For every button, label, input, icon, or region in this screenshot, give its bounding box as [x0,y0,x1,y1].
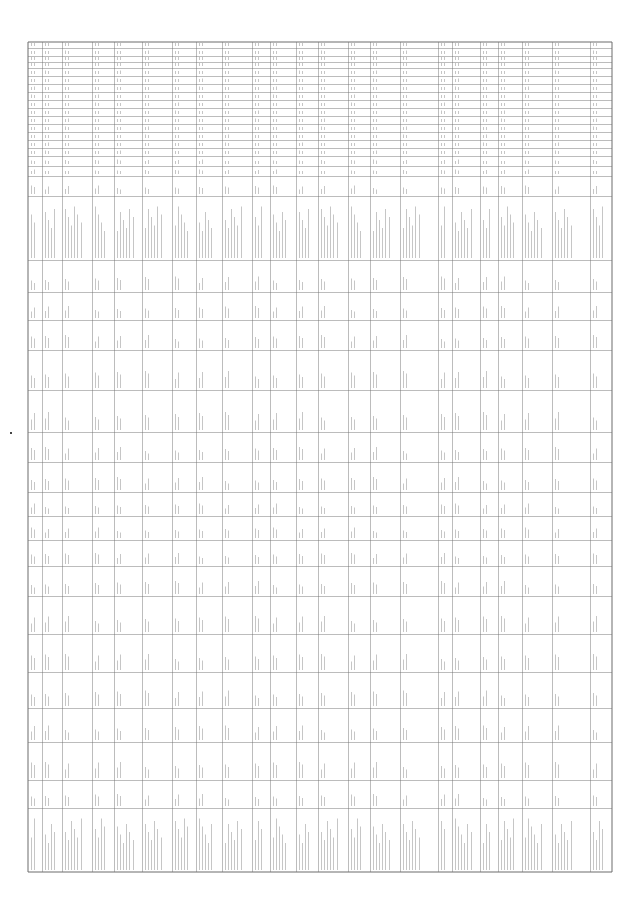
stray-mark [10,432,12,434]
